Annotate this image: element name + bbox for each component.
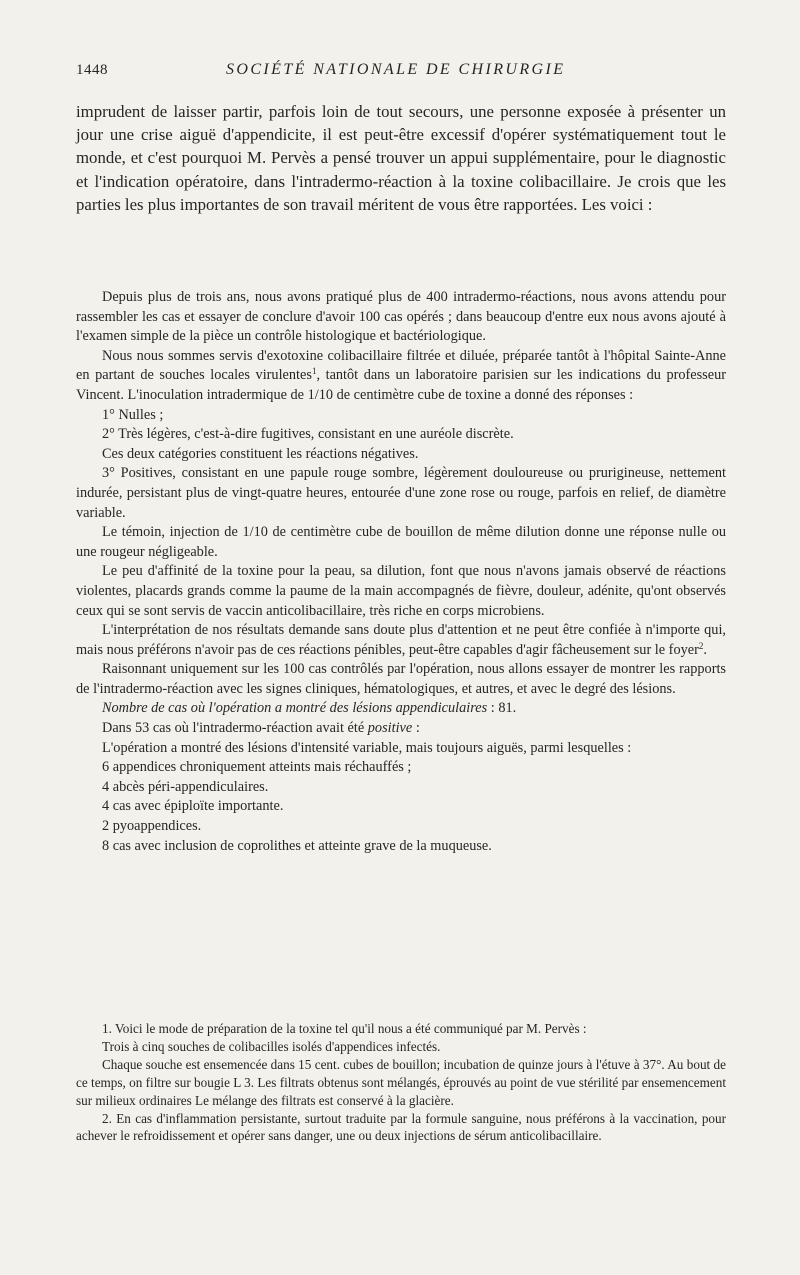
quote-paragraph-3: Ces deux catégories constituent les réactions négatives. <box>102 445 419 462</box>
quote-paragraph-6 <box>76 621 726 660</box>
lesion-list-item: 2 pyoappendices. <box>102 818 202 835</box>
quote-paragraph-1: Depuis plus de trois ans, nous avons pratiqué plus de 400 intradermo-réactions, nous avons attendu pour rassembler les cas et essayer de conclure d'avoir 100 cas opérés ; dans beaucoup d'entre eux nous avons ajouté à l'examen simple de la pièce un contrôle histologique et bactériologique. <box>76 289 726 345</box>
quote-paragraph-9-italic: positive <box>367 720 413 737</box>
footnote-1-line-b: Chaque souche est ensemencée dans 15 cent. cubes de bouillon; incubation de quinze jours à l'étuve à 37°. Au bout de ce temps, on filtre sur bougie L 3. Les filtrats obtenus sont mélangés, éprouvés au point de vue stérilité par ensemencement sur milieux ordinaires Le mélange des filtrats est conservé à la glacière. <box>76 1056 726 1108</box>
main-text <box>76 100 726 216</box>
page-header <box>76 62 726 84</box>
quote-paragraph-10: L'opération a montré des lésions d'intensité variable, mais toujours aiguës, parmi lesquelles : <box>102 739 632 756</box>
intro-paragraph: imprudent de laisser partir, parfois loin de tout secours, une personne exposée à présenter un jour une crise aiguë d'appendicite, il est peut-être excessif d'opérer systématiquement tout le monde, et c'est pourquoi M. Pervès a pensé trouver un appui supplémentaire, pour le diagnostic et l'indication opératoire, dans l'intradermo-réaction à la toxine colibacillaire. Je crois que les parties les plus importantes de son travail méritent de vous être rapportées. Les voici : <box>76 102 726 214</box>
quote-paragraph-9-text-a: Dans 53 cas où l'intradermo-réaction avait été <box>102 720 368 737</box>
response-item-3: 3° Positives, consistant en une papule rouge sombre, légèrement douloureuse ou prurigineuse, nettement indurée, persistant plus de vingt-quatre heures, entourée d'une zone rose ou rouge, parfois en relief, de diamètre variable. <box>76 465 726 521</box>
quoted-report <box>76 288 726 856</box>
quote-paragraph-9 <box>76 719 726 739</box>
quote-paragraph-8 <box>76 699 726 719</box>
lesion-list-item: 8 cas avec inclusion de coprolithes et atteinte grave de la muqueuse. <box>102 837 492 854</box>
running-title: SOCIÉTÉ NATIONALE DE CHIRURGIE <box>226 61 566 78</box>
footnote-1: 1. Voici le mode de préparation de la toxine tel qu'il nous a été communiqué par M. Pervès : <box>102 1021 587 1036</box>
footnote-ref-1: 1 <box>311 366 317 377</box>
quote-paragraph-7: Raisonnant uniquement sur les 100 cas contrôlés par l'opération, nous allons essayer de montrer les rapports de l'intradermo-réaction avec les signes cliniques, hématologiques, et autres, et avec le degré des lésions. <box>76 661 726 697</box>
quote-paragraph-2-text-a: Nous nous sommes servis d'exotoxine colibacillaire filtrée et diluée, préparée tantôt à l'hôpital Sainte-Anne en partant de souches locales virulentes <box>76 347 726 384</box>
quote-paragraph-8-italic: Nombre de cas où l'opération a montré des lésions appendiculaires <box>102 700 488 717</box>
lesion-list-item: 4 cas avec épiploïte importante. <box>102 798 284 815</box>
response-item-1: 1° Nulles ; <box>102 406 164 423</box>
footnotes <box>76 1020 726 1145</box>
lesion-list-item: 4 abcès péri-appendiculaires. <box>102 778 269 795</box>
quote-paragraph-4: Le témoin, injection de 1/10 de centimètre cube de bouillon de même dilution donne une réponse nulle ou une rougeur négligeable. <box>76 524 726 560</box>
quote-paragraph-2-text-b: , tantôt dans un laboratoire parisien sur les indications du professeur Vincent. L'inoculation intradermique de 1/10 de centimètre cube de toxine a donné des réponses : <box>76 367 727 403</box>
quote-paragraph-5: Le peu d'affinité de la toxine pour la peau, sa dilution, font que nous n'avons jamais observé de réactions violentes, placards grands comme la paume de la main accompagnés de fièvre, douleur, adénite, qu'ont observés ceux qui se sont servis de vaccin anticolibacillaire, très riche en corps microbiens. <box>76 563 726 619</box>
response-item-2: 2° Très légères, c'est-à-dire fugitives, consistant en une auréole discrète. <box>102 426 514 443</box>
footnote-ref-2: 2 <box>698 640 704 651</box>
quote-paragraph-9-text-b: : <box>412 720 420 737</box>
footnote-2: 2. En cas d'inflammation persistante, surtout traduite par la formule sanguine, nous préférons à la vaccination, pour achever le refroidissement et opérer sans danger, une ou deux injections de sérum anticolibacillaire. <box>76 1110 726 1144</box>
quote-paragraph-8-rest: : 81. <box>487 700 517 717</box>
page-number: 1448 <box>76 62 108 78</box>
quote-paragraph-6-text-a: L'interprétation de nos résultats demande sans doute plus d'attention et ne peut être confiée à n'importe qui, mais nous préférons n'avoir pas de ces réactions pénibles, peut-être capables d'agir fâcheusement sur le foyer <box>76 622 726 658</box>
footnote-1-line-a: Trois à cinq souches de colibacilles isolés d'appendices infectés. <box>102 1038 441 1054</box>
lesion-list-item: 6 appendices chroniquement atteints mais réchauffés ; <box>102 759 412 776</box>
quote-paragraph-6-text-b: . <box>703 641 707 658</box>
quote-paragraph-2 <box>76 347 726 406</box>
